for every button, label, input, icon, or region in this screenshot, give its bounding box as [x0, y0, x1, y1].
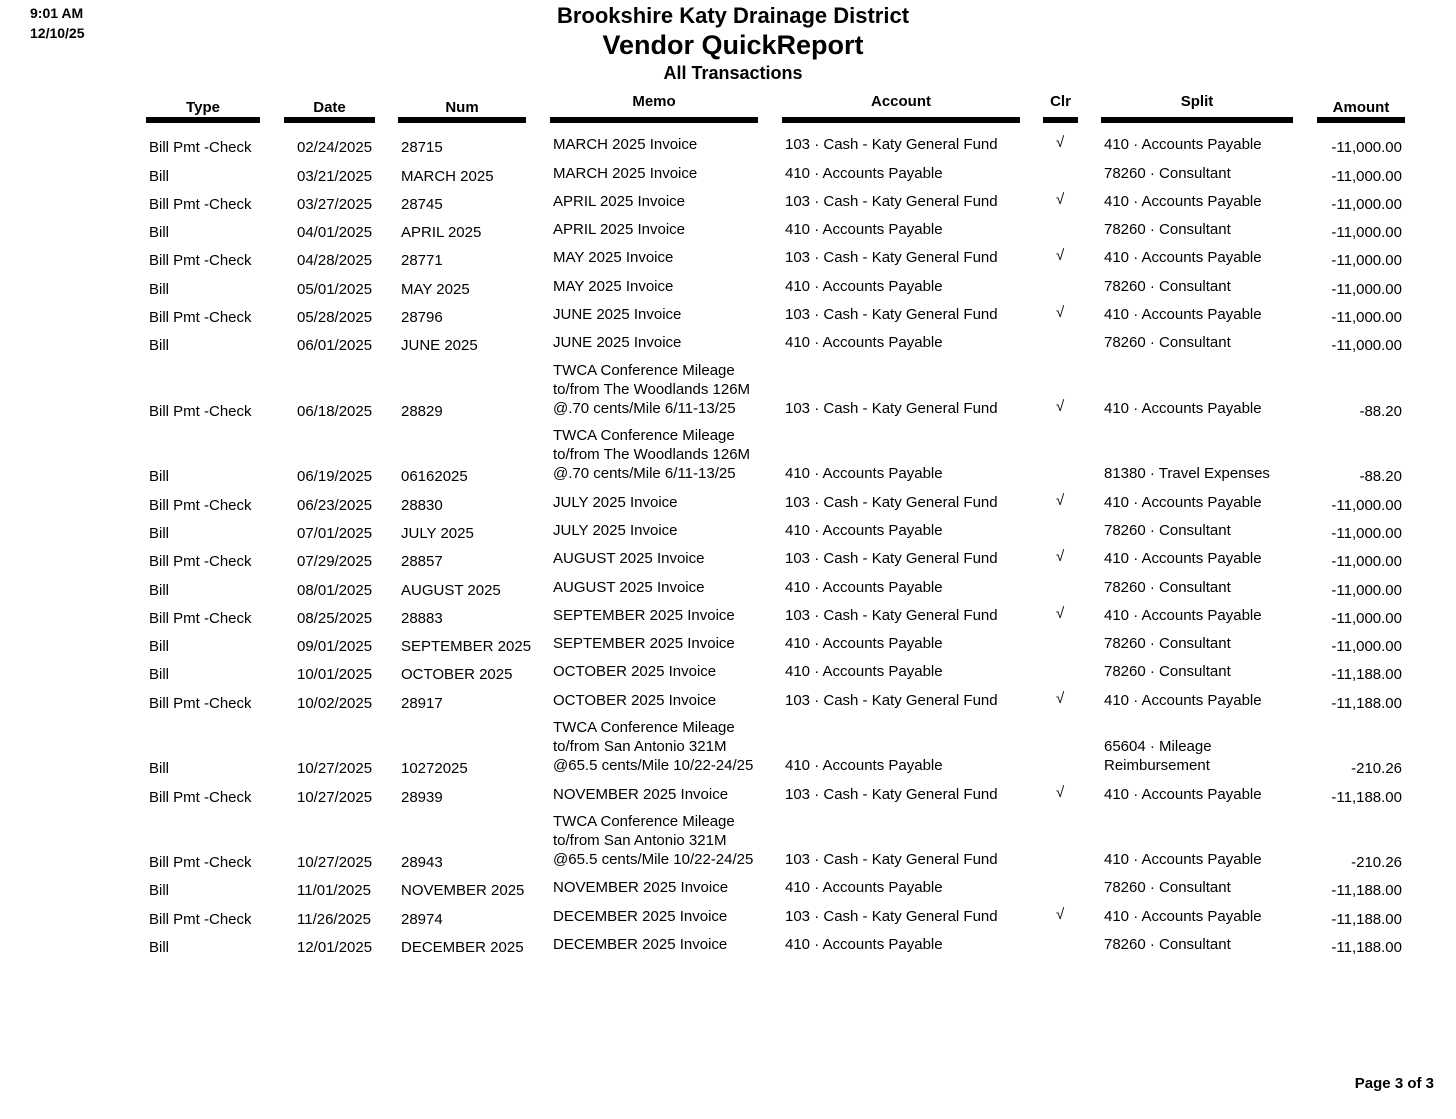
cell-memo: DECEMBER 2025 Invoice: [553, 907, 728, 925]
cell-account: 410 · Accounts Payable: [785, 879, 943, 897]
cell-type: Bill Pmt -Check: [149, 553, 252, 571]
cell-date: 09/01/2025: [297, 638, 373, 656]
cell-clr: √: [1056, 134, 1065, 152]
cell-split: 410 · Accounts Payable: [1104, 691, 1262, 709]
cell-account: 410 · Accounts Payable: [785, 757, 943, 775]
cell-date: 10/01/2025: [297, 666, 373, 684]
table-row: [0, 188, 1456, 216]
cell-split: 410 · Accounts Payable: [1104, 136, 1262, 154]
report-time: 9:01 AM: [30, 5, 84, 21]
cell-date: 06/19/2025: [297, 468, 373, 486]
cell-split: 78260 · Consultant: [1104, 277, 1231, 295]
cell-memo: MAY 2025 Invoice: [553, 277, 674, 295]
page-number: Page 3 of 3: [1354, 1075, 1434, 1092]
cell-clr: √: [1056, 548, 1065, 566]
cell-account: 410 · Accounts Payable: [785, 164, 943, 182]
cell-split: 78260 · Consultant: [1104, 521, 1231, 539]
cell-split: 65604 · Mileage Reimbursement: [1104, 738, 1212, 775]
cell-type: Bill: [149, 581, 170, 599]
cell-type: Bill Pmt -Check: [149, 854, 252, 872]
cell-num: 28943: [401, 854, 443, 872]
cell-split: 78260 · Consultant: [1104, 635, 1231, 653]
cell-clr: √: [1056, 247, 1065, 265]
cell-split: 78260 · Consultant: [1104, 935, 1231, 953]
report-title: Vendor QuickReport: [602, 30, 864, 60]
cell-date: 06/18/2025: [297, 402, 373, 420]
cell-type: Bill Pmt -Check: [149, 252, 252, 270]
cell-account: 103 · Cash - Katy General Fund: [785, 399, 998, 417]
table-row: [0, 301, 1456, 329]
cell-account: 410 · Accounts Payable: [785, 935, 943, 953]
table-row: [0, 715, 1456, 781]
cell-amount: -210.26: [1351, 854, 1402, 872]
cell-num: OCTOBER 2025: [401, 666, 513, 684]
cell-num: SEPTEMBER 2025: [401, 638, 532, 656]
cell-amount: -11,000.00: [1331, 252, 1402, 270]
table-row: [0, 874, 1456, 902]
column-header-split: Split: [1101, 97, 1293, 123]
cell-num: 28796: [401, 309, 443, 327]
cell-num: APRIL 2025: [401, 224, 482, 242]
cell-split: 410 · Accounts Payable: [1104, 606, 1262, 624]
cell-type: Bill Pmt -Check: [149, 402, 252, 420]
table-row: [0, 488, 1456, 516]
table-row: [0, 272, 1456, 300]
table-row: [0, 780, 1456, 808]
cell-clr: √: [1056, 783, 1065, 801]
cell-num: 28715: [401, 139, 443, 157]
cell-amount: -11,188.00: [1331, 788, 1402, 806]
column-header-type: Type: [146, 97, 260, 123]
table-row: [0, 931, 1456, 959]
cell-type: Bill: [149, 224, 170, 242]
cell-date: 05/01/2025: [297, 280, 373, 298]
cell-type: Bill: [149, 468, 170, 486]
cell-account: 410 · Accounts Payable: [785, 578, 943, 596]
cell-memo: DECEMBER 2025 Invoice: [553, 935, 728, 953]
cell-date: 10/27/2025: [297, 854, 373, 872]
cell-memo: TWCA Conference Mileage to/from The Woodlands 126M @.70 cents/Mile 6/11-13/25: [553, 427, 751, 483]
cell-amount: -11,000.00: [1331, 496, 1402, 514]
cell-amount: -210.26: [1351, 760, 1402, 778]
table-row: [0, 423, 1456, 489]
cell-memo: JULY 2025 Invoice: [553, 521, 678, 539]
cell-split: 410 · Accounts Payable: [1104, 249, 1262, 267]
table-row: [0, 329, 1456, 357]
column-header-clr: Clr: [1043, 97, 1078, 123]
table-row: [0, 658, 1456, 686]
cell-account: 410 · Accounts Payable: [785, 521, 943, 539]
cell-date: 03/21/2025: [297, 167, 373, 185]
cell-type: Bill: [149, 167, 170, 185]
column-header-amount: Amount: [1317, 97, 1405, 123]
cell-num: 28830: [401, 496, 443, 514]
cell-date: 10/02/2025: [297, 694, 373, 712]
cell-num: 06162025: [401, 468, 468, 486]
cell-type: Bill Pmt -Check: [149, 609, 252, 627]
column-header-date: Date: [284, 97, 375, 123]
cell-account: 103 · Cash - Katy General Fund: [785, 907, 998, 925]
table-row: [0, 131, 1456, 159]
cell-num: 28771: [401, 252, 443, 270]
cell-split: 410 · Accounts Payable: [1104, 851, 1262, 869]
cell-amount: -88.20: [1359, 468, 1402, 486]
column-header-account: Account: [782, 97, 1020, 123]
cell-account: 410 · Accounts Payable: [785, 277, 943, 295]
cell-amount: -11,000.00: [1331, 638, 1402, 656]
cell-account: 410 · Accounts Payable: [785, 465, 943, 483]
cell-type: Bill Pmt -Check: [149, 309, 252, 327]
cell-amount: -11,000.00: [1331, 581, 1402, 599]
cell-amount: -11,000.00: [1331, 139, 1402, 157]
cell-memo: SEPTEMBER 2025 Invoice: [553, 606, 735, 624]
cell-clr: √: [1056, 397, 1065, 415]
cell-memo: AUGUST 2025 Invoice: [553, 578, 705, 596]
cell-num: 28745: [401, 195, 443, 213]
cell-account: 103 · Cash - Katy General Fund: [785, 192, 998, 210]
cell-split: 78260 · Consultant: [1104, 879, 1231, 897]
cell-memo: AUGUST 2025 Invoice: [553, 550, 705, 568]
cell-amount: -11,188.00: [1331, 882, 1402, 900]
cell-num: MARCH 2025: [401, 167, 494, 185]
cell-num: 28939: [401, 788, 443, 806]
cell-clr: √: [1056, 604, 1065, 622]
cell-account: 410 · Accounts Payable: [785, 221, 943, 239]
cell-date: 11/01/2025: [297, 882, 371, 900]
cell-num: 28917: [401, 694, 443, 712]
cell-account: 410 · Accounts Payable: [785, 663, 943, 681]
cell-date: 02/24/2025: [297, 139, 373, 157]
cell-split: 78260 · Consultant: [1104, 221, 1231, 239]
cell-clr: √: [1056, 905, 1065, 923]
cell-type: Bill: [149, 938, 170, 956]
cell-num: AUGUST 2025: [401, 581, 501, 599]
cell-memo: SEPTEMBER 2025 Invoice: [553, 635, 735, 653]
cell-date: 10/27/2025: [297, 760, 373, 778]
cell-date: 12/01/2025: [297, 938, 373, 956]
cell-split: 410 · Accounts Payable: [1104, 907, 1262, 925]
cell-date: 08/25/2025: [297, 609, 373, 627]
company-name: Brookshire Katy Drainage District: [556, 3, 910, 28]
transaction-table: [0, 131, 1456, 959]
cell-account: 103 · Cash - Katy General Fund: [785, 550, 998, 568]
cell-date: 07/29/2025: [297, 553, 373, 571]
cell-memo: TWCA Conference Mileage to/from San Antonio 321M @65.5 cents/Mile 10/22-24/25: [553, 813, 754, 869]
cell-split: 410 · Accounts Payable: [1104, 192, 1262, 210]
cell-split: 78260 · Consultant: [1104, 663, 1231, 681]
cell-amount: -11,000.00: [1331, 609, 1402, 627]
cell-memo: NOVEMBER 2025 Invoice: [553, 879, 729, 897]
table-row: [0, 686, 1456, 714]
cell-type: Bill Pmt -Check: [149, 910, 252, 928]
cell-amount: -11,000.00: [1331, 167, 1402, 185]
cell-date: 06/01/2025: [297, 337, 373, 355]
column-header-memo: Memo: [550, 97, 758, 123]
cell-type: Bill: [149, 882, 170, 900]
cell-split: 410 · Accounts Payable: [1104, 306, 1262, 324]
cell-memo: JUNE 2025 Invoice: [553, 334, 682, 352]
cell-clr: √: [1056, 689, 1065, 707]
cell-memo: TWCA Conference Mileage to/from San Antonio 321M @65.5 cents/Mile 10/22-24/25: [553, 719, 754, 775]
cell-clr: √: [1056, 304, 1065, 322]
cell-account: 103 · Cash - Katy General Fund: [785, 691, 998, 709]
cell-type: Bill: [149, 666, 170, 684]
cell-date: 05/28/2025: [297, 309, 373, 327]
cell-num: 28829: [401, 402, 443, 420]
cell-account: 410 · Accounts Payable: [785, 334, 943, 352]
cell-num: JULY 2025: [401, 524, 474, 542]
cell-memo: APRIL 2025 Invoice: [553, 192, 686, 210]
cell-type: Bill Pmt -Check: [149, 195, 252, 213]
table-row: [0, 357, 1456, 423]
column-header-num: Num: [398, 97, 526, 123]
cell-date: 08/01/2025: [297, 581, 373, 599]
cell-account: 103 · Cash - Katy General Fund: [785, 493, 998, 511]
cell-memo: OCTOBER 2025 Invoice: [553, 663, 717, 681]
cell-split: 410 · Accounts Payable: [1104, 785, 1262, 803]
cell-type: Bill: [149, 638, 170, 656]
table-row: [0, 809, 1456, 875]
cell-memo: TWCA Conference Mileage to/from The Woodlands 126M @.70 cents/Mile 6/11-13/25: [553, 361, 751, 417]
cell-type: Bill Pmt -Check: [149, 788, 252, 806]
table-row: [0, 602, 1456, 630]
cell-amount: -88.20: [1359, 402, 1402, 420]
cell-date: 03/27/2025: [297, 195, 373, 213]
cell-type: Bill: [149, 337, 170, 355]
cell-account: 410 · Accounts Payable: [785, 635, 943, 653]
cell-type: Bill Pmt -Check: [149, 139, 252, 157]
cell-date: 06/23/2025: [297, 496, 373, 514]
cell-amount: -11,000.00: [1331, 224, 1402, 242]
table-row: [0, 159, 1456, 187]
cell-date: 04/01/2025: [297, 224, 373, 242]
cell-amount: -11,188.00: [1331, 938, 1402, 956]
cell-memo: JULY 2025 Invoice: [553, 493, 678, 511]
cell-account: 103 · Cash - Katy General Fund: [785, 249, 998, 267]
report-subtitle: All Transactions: [663, 63, 803, 83]
cell-num: 28974: [401, 910, 443, 928]
cell-split: 78260 · Consultant: [1104, 334, 1231, 352]
cell-amount: -11,188.00: [1331, 694, 1402, 712]
cell-split: 410 · Accounts Payable: [1104, 550, 1262, 568]
cell-clr: √: [1056, 190, 1065, 208]
table-row: [0, 902, 1456, 930]
cell-amount: -11,000.00: [1331, 337, 1402, 355]
cell-memo: MAY 2025 Invoice: [553, 249, 674, 267]
cell-num: 10272025: [401, 760, 468, 778]
table-row: [0, 545, 1456, 573]
cell-memo: OCTOBER 2025 Invoice: [553, 691, 717, 709]
cell-split: 78260 · Consultant: [1104, 578, 1231, 596]
table-row: [0, 244, 1456, 272]
cell-date: 11/26/2025: [297, 910, 371, 928]
cell-amount: -11,000.00: [1331, 280, 1402, 298]
table-row: [0, 630, 1456, 658]
table-row: [0, 573, 1456, 601]
cell-num: JUNE 2025: [401, 337, 478, 355]
cell-amount: -11,000.00: [1331, 309, 1402, 327]
cell-account: 103 · Cash - Katy General Fund: [785, 306, 998, 324]
cell-account: 103 · Cash - Katy General Fund: [785, 785, 998, 803]
cell-clr: √: [1056, 491, 1065, 509]
cell-split: 81380 · Travel Expenses: [1104, 465, 1270, 483]
cell-account: 103 · Cash - Katy General Fund: [785, 136, 998, 154]
cell-memo: MARCH 2025 Invoice: [553, 164, 698, 182]
cell-num: MAY 2025: [401, 280, 470, 298]
report-date: 12/10/25: [30, 25, 85, 41]
cell-memo: JUNE 2025 Invoice: [553, 306, 682, 324]
cell-type: Bill: [149, 760, 170, 778]
cell-date: 10/27/2025: [297, 788, 373, 806]
cell-num: 28883: [401, 609, 443, 627]
cell-type: Bill: [149, 280, 170, 298]
cell-split: 410 · Accounts Payable: [1104, 493, 1262, 511]
cell-amount: -11,000.00: [1331, 195, 1402, 213]
table-row: [0, 517, 1456, 545]
cell-num: NOVEMBER 2025: [401, 882, 525, 900]
cell-memo: NOVEMBER 2025 Invoice: [553, 785, 729, 803]
cell-split: 410 · Accounts Payable: [1104, 399, 1262, 417]
cell-memo: APRIL 2025 Invoice: [553, 221, 686, 239]
cell-amount: -11,000.00: [1331, 524, 1402, 542]
cell-date: 07/01/2025: [297, 524, 373, 542]
cell-type: Bill Pmt -Check: [149, 496, 252, 514]
cell-num: 28857: [401, 553, 443, 571]
cell-account: 103 · Cash - Katy General Fund: [785, 851, 998, 869]
cell-date: 04/28/2025: [297, 252, 373, 270]
table-row: [0, 216, 1456, 244]
cell-type: Bill: [149, 524, 170, 542]
cell-amount: -11,000.00: [1331, 553, 1402, 571]
cell-amount: -11,188.00: [1331, 910, 1402, 928]
cell-num: DECEMBER 2025: [401, 938, 524, 956]
cell-amount: -11,188.00: [1331, 666, 1402, 684]
cell-memo: MARCH 2025 Invoice: [553, 136, 698, 154]
report-heading: [0, 3, 1456, 85]
cell-type: Bill Pmt -Check: [149, 694, 252, 712]
cell-account: 103 · Cash - Katy General Fund: [785, 606, 998, 624]
cell-split: 78260 · Consultant: [1104, 164, 1231, 182]
